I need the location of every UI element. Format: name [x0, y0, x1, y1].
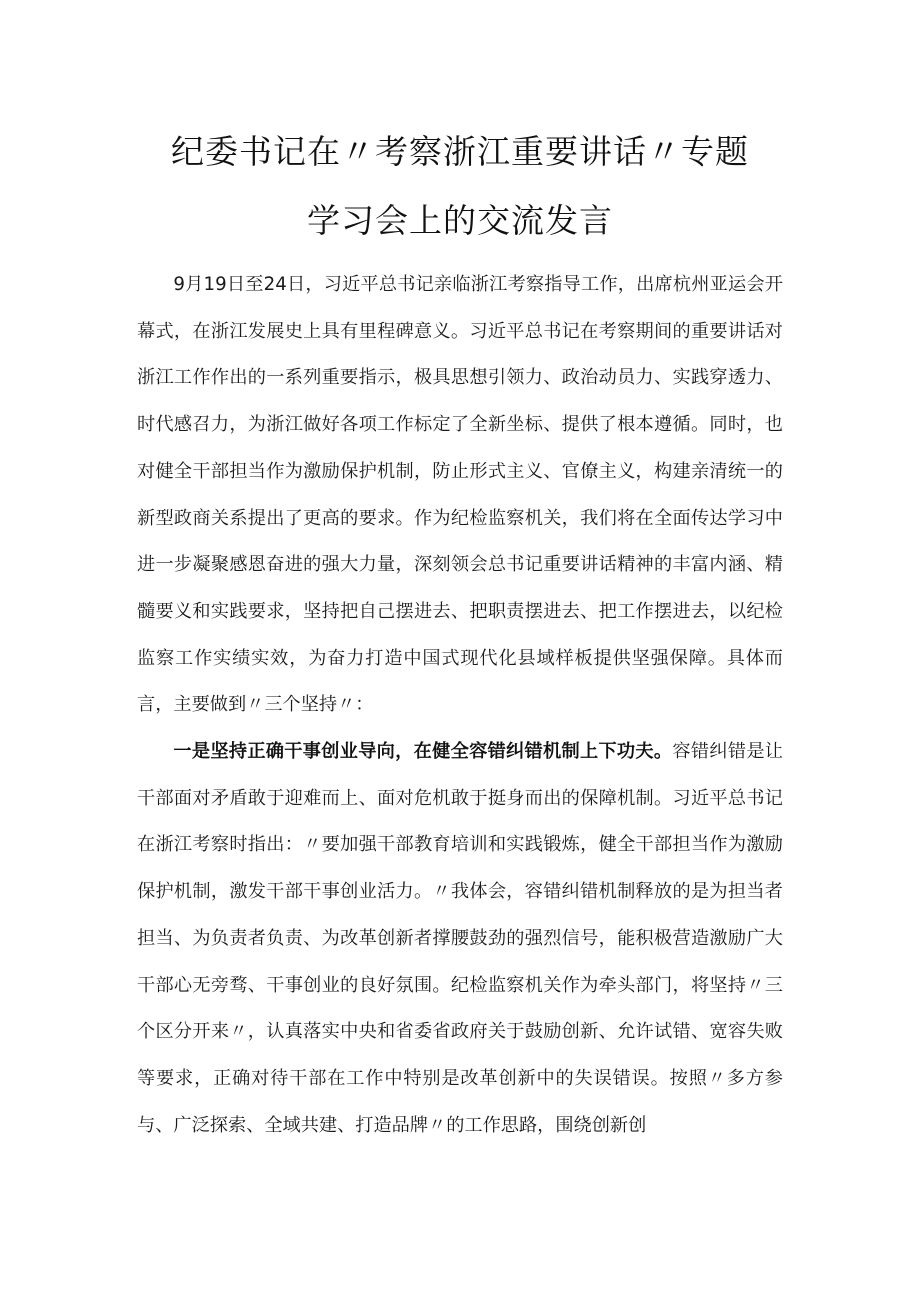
paragraph-text: 容错纠错是让干部面对矛盾敢于迎难而上、面对危机敢于挺身而出的保障机制。习近平总书记在浙江考察时指出：〃要加强干部教育培训和实践锻炼，健全干部担当作为激励保护机制，激发干部干事创业活力。〃我体会，容错纠错机制释放的是为担当者担当、为负责者负责、为改革创新者撑腰鼓劲的强烈信号，能积极营造激励广大干部心无旁骛、干事创业的良好氛围。纪检监察机关作为牵头部门，将坚持〃三个区分开来〃，认真落实中央和省委省政府关于鼓励创新、允许试错、宽容失败等要求，正确对待干部在工作中特别是改革创新中的失误错误。按照〃多方参与、广泛探索、全域共建、打造品牌〃的工作思路，围绕创新创 [137, 741, 783, 1136]
document-title-line-2: 学习会上的交流发言 [307, 201, 613, 240]
document-body [137, 262, 783, 1149]
document-title-line-1: 纪委书记在〃考察浙江重要讲话〃专题 [171, 132, 749, 171]
paragraph-point-1 [137, 729, 783, 1149]
paragraph-lead-heading: 一是坚持正确干事创业导向，在健全容错纠错机制上下功夫。 [173, 741, 673, 763]
paragraph-text: 9月19日至24日，习近平总书记亲临浙江考察指导工作，出席杭州亚运会开幕式，在浙江发展史上具有里程碑意义。习近平总书记在考察期间的重要讲话对浙江工作作出的一系列重要指示，极具思想引领力、政治动员力、实践穿透力、时代感召力，为浙江做好各项工作标定了全新坐标、提供了根本遵循。同时，也对健全干部担当作为激励保护机制，防止形式主义、官僚主义，构建亲清统一的新型政商关系提出了更高的要求。作为纪检监察机关，我们将在全面传达学习中进一步凝聚感恩奋进的强大力量，深刻领会总书记重要讲话精神的丰富内涵、精髓要义和实践要求，坚持把自己摆进去、把职责摆进去、把工作摆进去，以纪检监察工作实绩实效，为奋力打造中国式现代化县域样板提供坚强保障。具体而言，主要做到〃三个坚持〃： [137, 274, 783, 716]
paragraph-intro [137, 262, 783, 729]
